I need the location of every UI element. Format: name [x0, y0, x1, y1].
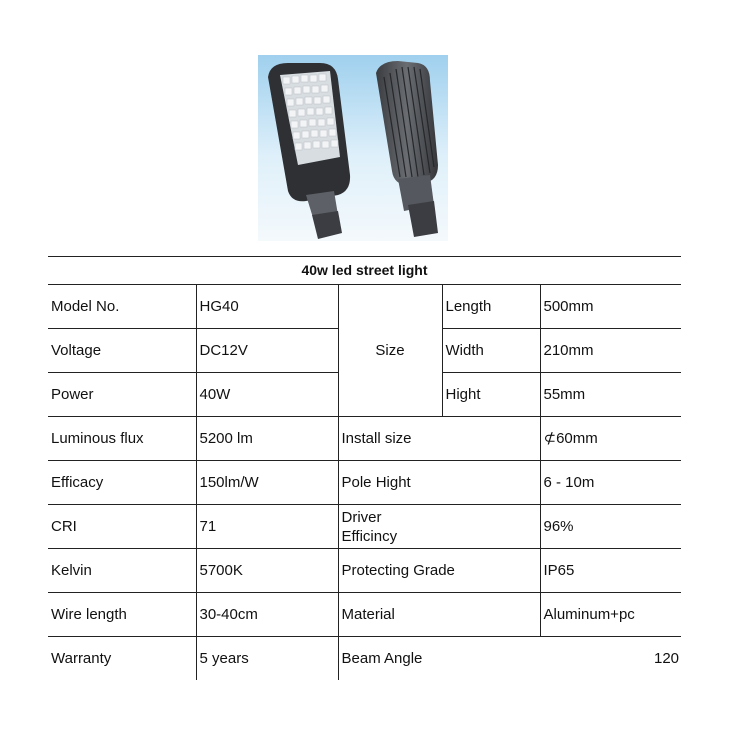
spec-table — [48, 256, 681, 680]
grade-label: Protecting Grade — [338, 549, 540, 593]
height-value: 55mm — [540, 373, 681, 417]
table-row — [48, 637, 681, 681]
pole-label: Pole Hight — [338, 461, 540, 505]
driver-value: 96% — [540, 505, 681, 549]
kelvin-label: Kelvin — [48, 549, 196, 593]
model-label: Model No. — [48, 285, 196, 329]
width-label: Width — [442, 329, 540, 373]
size-label: Size — [338, 285, 442, 417]
height-label: Hight — [442, 373, 540, 417]
product-photo — [258, 55, 448, 241]
length-label: Length — [442, 285, 540, 329]
table-title-row — [48, 257, 681, 285]
table-row — [48, 417, 681, 461]
table-row — [48, 549, 681, 593]
material-label: Material — [338, 593, 540, 637]
install-value: ⊄60mm — [540, 417, 681, 461]
driver-label — [338, 505, 540, 549]
table-row — [48, 593, 681, 637]
power-label: Power — [48, 373, 196, 417]
wire-label: Wire length — [48, 593, 196, 637]
install-label: Install size — [338, 417, 540, 461]
wire-value: 30-40cm — [196, 593, 338, 637]
beam-label: Beam Angle — [338, 637, 540, 681]
pole-value: 6 - 10m — [540, 461, 681, 505]
table-row — [48, 505, 681, 549]
warranty-value: 5 years — [196, 637, 338, 681]
material-value: Aluminum+pc — [540, 593, 681, 637]
cri-value: 71 — [196, 505, 338, 549]
warranty-label: Warranty — [51, 650, 112, 667]
table-title: 40w led street light — [48, 257, 681, 285]
street-light-image — [258, 55, 448, 241]
table-row — [48, 461, 681, 505]
kelvin-value: 5700K — [196, 549, 338, 593]
efficacy-label: Efficacy — [48, 461, 196, 505]
efficacy-value: 150lm/W — [196, 461, 338, 505]
length-value: 500mm — [540, 285, 681, 329]
driver-label-line2: Efficincy — [341, 527, 398, 545]
voltage-label: Voltage — [48, 329, 196, 373]
beam-value: 120 — [654, 650, 680, 667]
voltage-value: DC12V — [196, 329, 338, 373]
grade-value: IP65 — [540, 549, 681, 593]
model-value: HG40 — [196, 285, 338, 329]
power-value: 40W — [196, 373, 338, 417]
cri-label: CRI — [48, 505, 196, 549]
width-value: 210mm — [540, 329, 681, 373]
flux-value: 5200 lm — [196, 417, 338, 461]
driver-label-line1: Driver — [341, 508, 382, 526]
table-row — [48, 285, 681, 329]
flux-label: Luminous flux — [48, 417, 196, 461]
